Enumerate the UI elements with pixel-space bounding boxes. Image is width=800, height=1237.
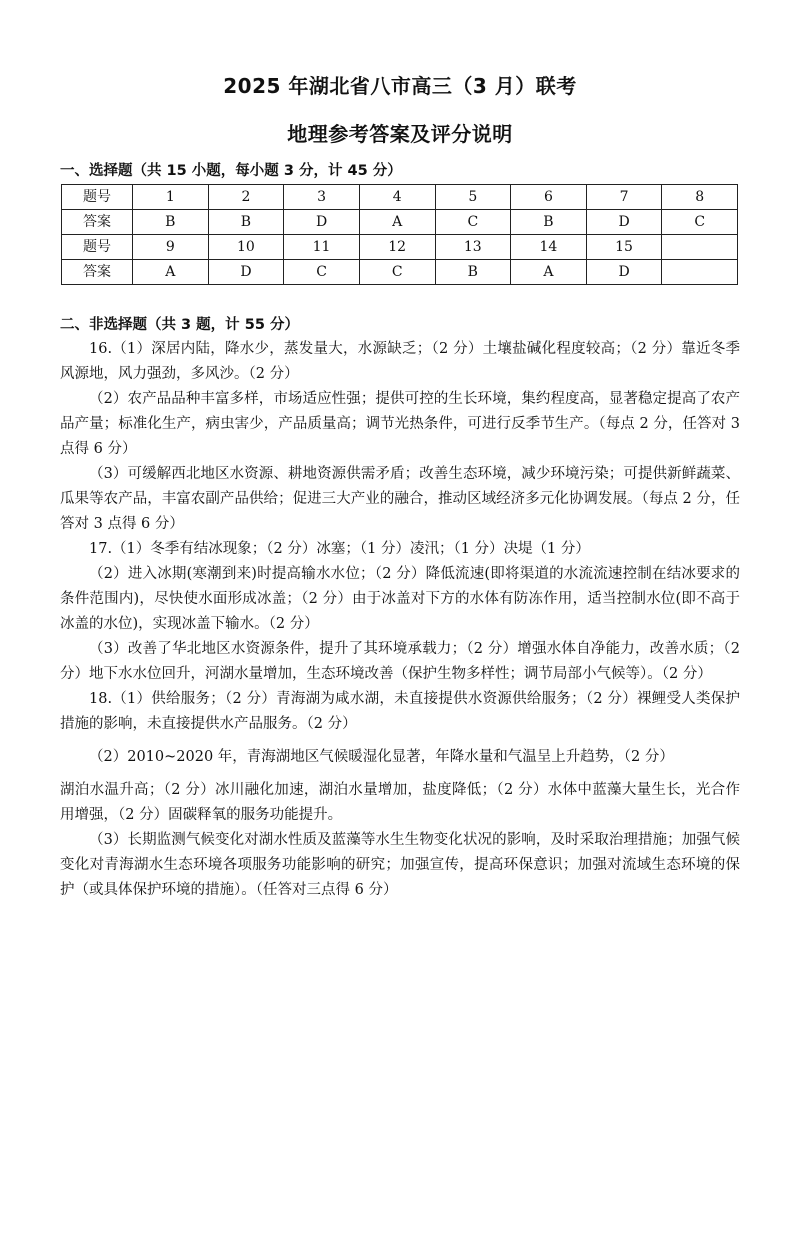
question-number: 15 (586, 235, 662, 260)
question-number: 4 (359, 185, 435, 210)
answer-cell: C (435, 210, 511, 235)
answer-cell: B (133, 210, 209, 235)
paragraph-q18-1: 18.（1）供给服务；（2 分）青海湖为咸水湖，未直接提供水资源供给服务；（2 分）裸鲤受人类保护措施的影响，未直接提供水产品服务。（2 分） (60, 691, 740, 732)
answer-cell: D (586, 210, 662, 235)
question-number: 3 (284, 185, 360, 210)
table-row-numbers-2 (62, 235, 738, 260)
row-label-answer: 答案 (62, 260, 133, 285)
page-title: 2025 年湖北省八市高三（3 月）联考 (223, 74, 577, 98)
paragraph-q17-2: （2）进入冰期(寒潮到来)时提高输水水位；（2 分）降低流速(即将渠道的水流流速控制在结冰要求的条件范围内)，尽快使水面形成冰盖；（2 分）由于冰盖对下方的水体有防冻作用，适当控制水位(即不高于冰盖的水位)，实现冰盖下输水。（2 分） (60, 566, 740, 632)
paragraph-q18-3: （3）长期监测气候变化对湖水性质及蓝藻等水生生物变化状况的影响，及时采取治理措施；加强气候变化对青海湖水生态环境各项服务功能影响的研究；加强宣传，提高环保意识；加强对流域生态环境的保护（或具体保护环境的措施）。（任答对三点得 6 分） (60, 832, 740, 898)
answer-cell: D (284, 210, 360, 235)
section1-heading: 一、选择题（共 15 小题，每小题 3 分，计 45 分） (60, 163, 402, 179)
answer-table (61, 184, 738, 285)
answer-cell: D (208, 260, 284, 285)
question-number: 13 (435, 235, 511, 260)
page-subtitle: 地理参考答案及评分说明 (287, 122, 513, 146)
row-label-number: 题号 (62, 235, 133, 260)
paragraph-q16-2: （2）农产品品种丰富多样，市场适应性强；提供可控的生长环境，集约程度高，显著稳定提高了农产品产量；标准化生产，病虫害少，产品质量高；调节光热条件，可进行反季节生产。（每点 2 分，任答对 3 点得 6 分） (60, 391, 740, 457)
question-number: 6 (511, 185, 587, 210)
table-row-numbers-1 (62, 185, 738, 210)
answer-cell: A (511, 260, 587, 285)
answer-cell: C (662, 210, 738, 235)
answer-cell: B (208, 210, 284, 235)
question-number: 11 (284, 235, 360, 260)
answer-cell (662, 260, 738, 285)
answer-explanations (60, 337, 740, 903)
table-row-answers-2 (62, 260, 738, 285)
answer-cell: C (284, 260, 360, 285)
answer-cell: A (359, 210, 435, 235)
question-number (662, 235, 738, 260)
question-number: 14 (511, 235, 587, 260)
question-number: 7 (586, 185, 662, 210)
table-row-answers-1 (62, 210, 738, 235)
question-number: 9 (133, 235, 209, 260)
answer-cell: C (359, 260, 435, 285)
question-number: 5 (435, 185, 511, 210)
answer-cell: B (435, 260, 511, 285)
answer-cell: B (511, 210, 587, 235)
answer-cell: A (133, 260, 209, 285)
question-number: 8 (662, 185, 738, 210)
paragraph-q17-3: （3）改善了华北地区水资源条件，提升了其环境承载力；（2 分）增强水体自净能力，改善水质；（2 分）地下水水位回升，河湖水量增加，生态环境改善（保护生物多样性；调节局部小气候等）。（2 分） (60, 641, 740, 682)
paragraph-q17-1: 17.（1）冬季有结冰现象；（2 分）冰塞；（1 分）凌汛；（1 分）决堤（1 分） (89, 541, 590, 557)
answer-cell: D (586, 260, 662, 285)
question-number: 1 (133, 185, 209, 210)
question-number: 12 (359, 235, 435, 260)
question-number: 10 (208, 235, 284, 260)
paragraph-q16-1: 16.（1）深居内陆，降水少，蒸发量大，水源缺乏；（2 分）土壤盐碱化程度较高；（2 分）靠近冬季风源地，风力强劲，多风沙。（2 分） (60, 341, 740, 382)
row-label-number: 题号 (62, 185, 133, 210)
paragraph-q18-2b: 湖泊水温升高；（2 分）冰川融化加速，湖泊水量增加，盐度降低；（2 分）水体中蓝藻大量生长，光合作用增强，（2 分）固碳释氧的服务功能提升。 (60, 782, 740, 823)
paragraph-q16-3: （3）可缓解西北地区水资源、耕地资源供需矛盾；改善生态环境，减少环境污染；可提供新鲜蔬菜、瓜果等农产品，丰富农副产品供给；促进三大产业的融合，推动区域经济多元化协调发展。（每点 2 分，任答对 3 点得 6 分） (60, 466, 740, 532)
question-number: 2 (208, 185, 284, 210)
paragraph-q18-2a: （2）2010~2020 年，青海湖地区气候暖湿化显著，年降水量和气温呈上升趋势，（2 分） (89, 749, 674, 765)
row-label-answer: 答案 (62, 210, 133, 235)
section2-heading: 二、非选择题（共 3 题，计 55 分） (60, 317, 299, 333)
